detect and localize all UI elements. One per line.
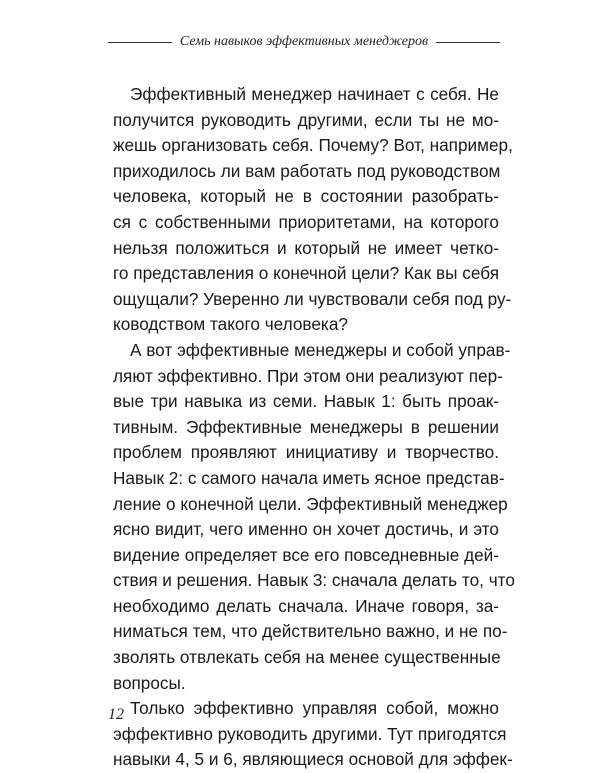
text-line: человека, который не в состоянии разобрать- — [113, 186, 499, 207]
text-line: тивным. Эффективные менеджеры в решении — [113, 416, 499, 437]
text-line: нельзя положиться и который не имеет четко- — [113, 237, 499, 258]
running-head-rule-right — [436, 42, 500, 43]
text-line: видение определяет все его повседневные дей- — [113, 544, 499, 565]
text-line: необходимо делать сначала. Иначе говоря, за- — [113, 595, 499, 616]
body-text — [113, 82, 515, 773]
text-line: жешь организовать себя. Почему? Вот, например, — [113, 135, 513, 156]
text-line: вые три навыка из семи. Навык 1: быть проак- — [113, 391, 499, 412]
text-line: проблем проявляют инициативу и творчество. — [113, 442, 499, 463]
text-line: А вот эффективные менеджеры и собой управ- — [130, 339, 511, 360]
text-line: эффективно руководить другими. Тут пригодятся — [113, 723, 507, 744]
text-line: Только эффективно управляя собой, можно — [130, 698, 499, 719]
text-line: вопросы. — [113, 672, 186, 693]
text-line: ощущали? Уверенно ли чувствовали себя под ру- — [113, 288, 512, 309]
text-line: зволять отвлекать себя на менее существенные — [113, 647, 501, 668]
text-line: Эффективный менеджер начинает с себя. Не — [130, 84, 499, 104]
text-line: приходилось ли вам работать под руководством — [113, 160, 501, 181]
text-line: ствия и решения. Навык 3: сначала делать то, что — [113, 570, 515, 591]
text-line: го представления о конечной цели? Как вы себя — [113, 263, 499, 284]
text-line: ся с собственными приоритетами, на которого — [113, 211, 499, 232]
text-line: навыки 4, 5 и 6, являющиеся основой для эффек- — [113, 749, 513, 770]
text-line: ниматься тем, что действительно важно, и не по- — [113, 621, 508, 642]
text-line: Навык 2: с самого начала иметь ясное представ- — [113, 467, 505, 488]
text-line: ляют эффективно. При этом они реализуют пер- — [113, 365, 503, 386]
running-head-title: Семь навыков эффективных менеджеров — [179, 34, 429, 49]
text-line: ление о конечной цели. Эффективный менеджер — [113, 493, 508, 514]
text-line: ясно видит, чего именно он хочет достичь, и это — [113, 519, 499, 540]
page-number: 12 — [108, 706, 124, 723]
running-head — [108, 34, 500, 50]
text-line: получится руководить другими, если ты не мо- — [113, 109, 499, 130]
running-head-rule-left — [108, 42, 172, 43]
text-line: ководством такого человека? — [113, 314, 348, 335]
